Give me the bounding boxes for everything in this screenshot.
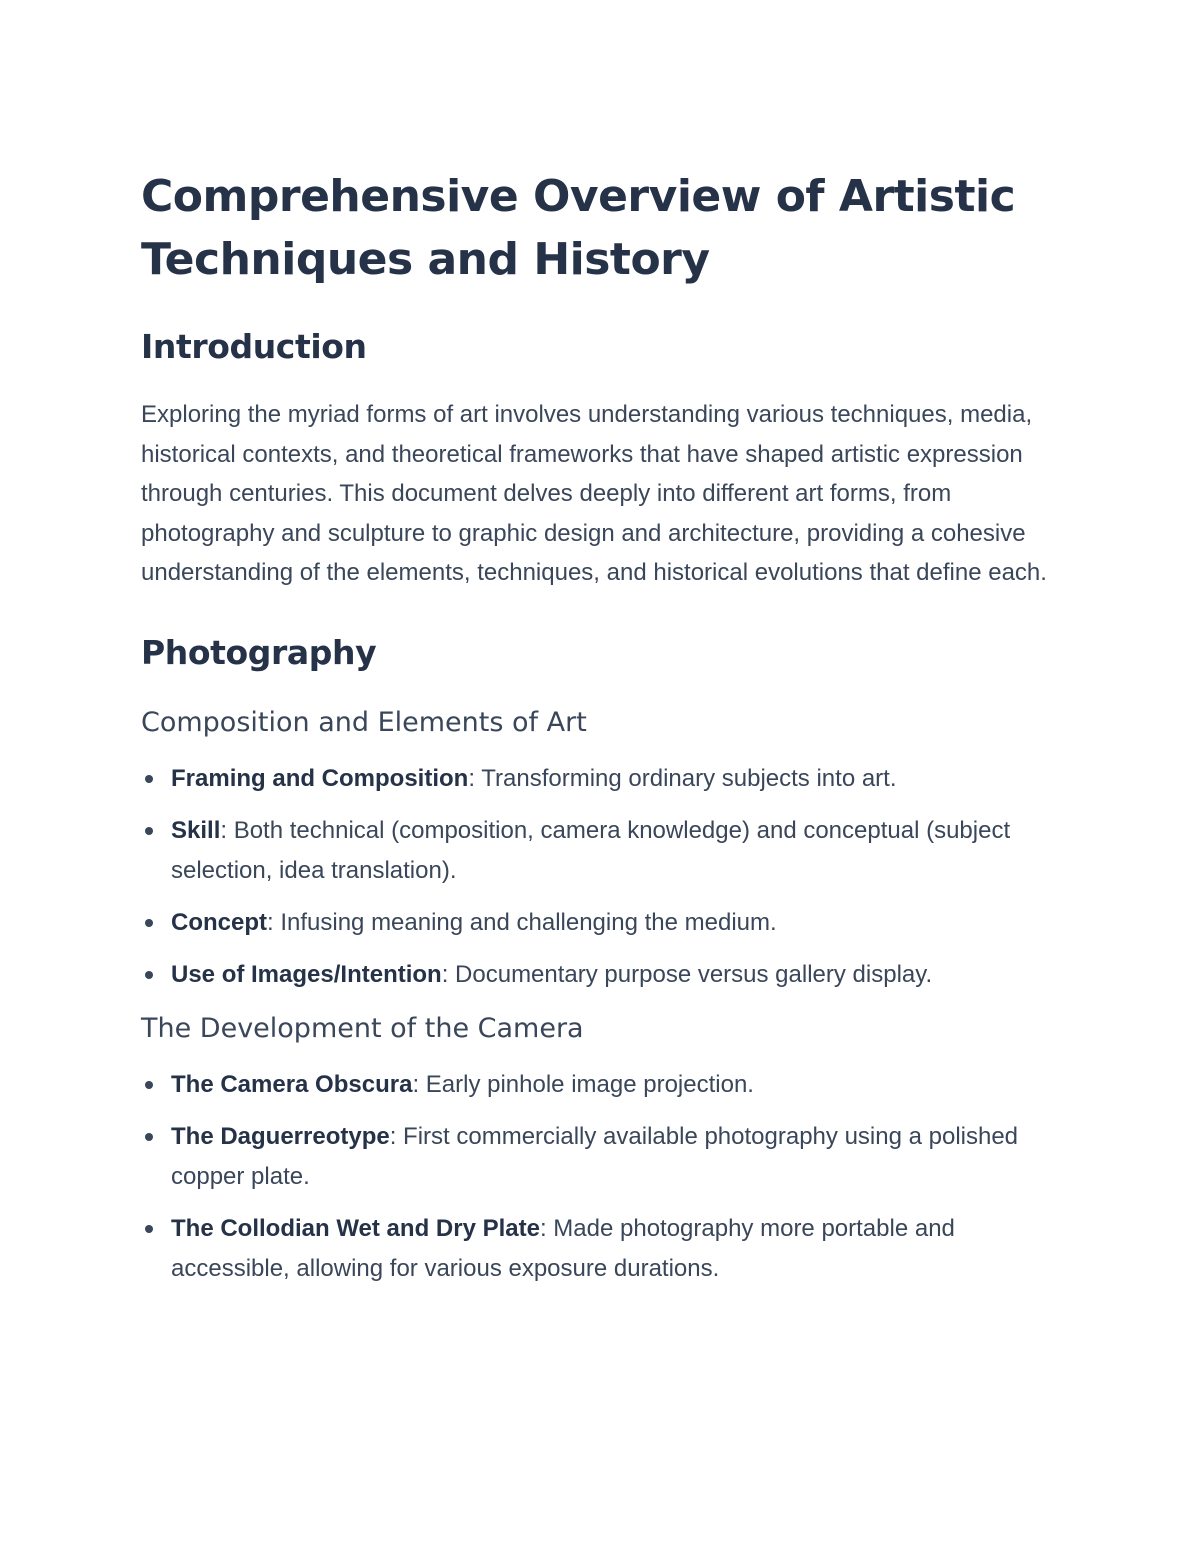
list-item-term: The Collodian Wet and Dry Plate (171, 1214, 540, 1242)
document-page (141, 165, 1061, 1289)
list-item-text: : Infusing meaning and challenging the medium. (267, 908, 777, 936)
bullet-icon (145, 827, 153, 835)
list-item-term: Framing and Composition (171, 764, 469, 792)
list-item-text: : Early pinhole image projection. (412, 1070, 754, 1098)
list-item-term: The Camera Obscura (171, 1070, 413, 1098)
list-item-term: Use of Images/Intention (171, 960, 442, 988)
list-item (141, 955, 1061, 995)
list-item-text: : Transforming ordinary subjects into art. (468, 764, 897, 792)
bullet-icon (145, 775, 153, 783)
list-item-text: : Documentary purpose versus gallery display. (441, 960, 933, 988)
introduction-paragraph: Exploring the myriad forms of art involves understanding various techniques, media, historical contexts, and theoretical frameworks that have shaped artistic expression through centuries. This document delves deeply into different art forms, from photography and sculpture to graphic design and architecture, providing a cohesive understanding of the elements, techniques, and historical evolutions that define each. (141, 401, 1047, 586)
list-item-text: : Made photography more portable and accessible, allowing for various exposure durations. (171, 1214, 955, 1282)
bullet-icon (145, 919, 153, 927)
list-item (141, 759, 1061, 799)
list-item (141, 1209, 1061, 1289)
list-item-text: : First commercially available photography using a polished copper plate. (171, 1122, 1019, 1190)
bullet-icon (145, 971, 153, 979)
composition-list (141, 759, 1061, 995)
list-item-text: : Both technical (composition, camera knowledge) and conceptual (subject selection, idea translation). (171, 816, 1011, 884)
photography-heading: Photography (141, 632, 377, 672)
document-title: Comprehensive Overview of Artistic Techniques and History (141, 171, 1016, 285)
list-item-term: Concept (171, 908, 267, 936)
camera-development-subheading: The Development of the Camera (141, 1012, 584, 1044)
camera-development-list (141, 1065, 1061, 1289)
bullet-icon (145, 1225, 153, 1233)
introduction-heading: Introduction (141, 327, 367, 366)
composition-subheading: Composition and Elements of Art (141, 706, 587, 738)
list-item-term: Skill (171, 816, 221, 844)
list-item (141, 1065, 1061, 1105)
list-item-term: The Daguerreotype (171, 1122, 390, 1150)
list-item (141, 903, 1061, 943)
bullet-icon (145, 1081, 153, 1089)
list-item (141, 1117, 1061, 1197)
list-item (141, 811, 1061, 891)
bullet-icon (145, 1133, 153, 1141)
